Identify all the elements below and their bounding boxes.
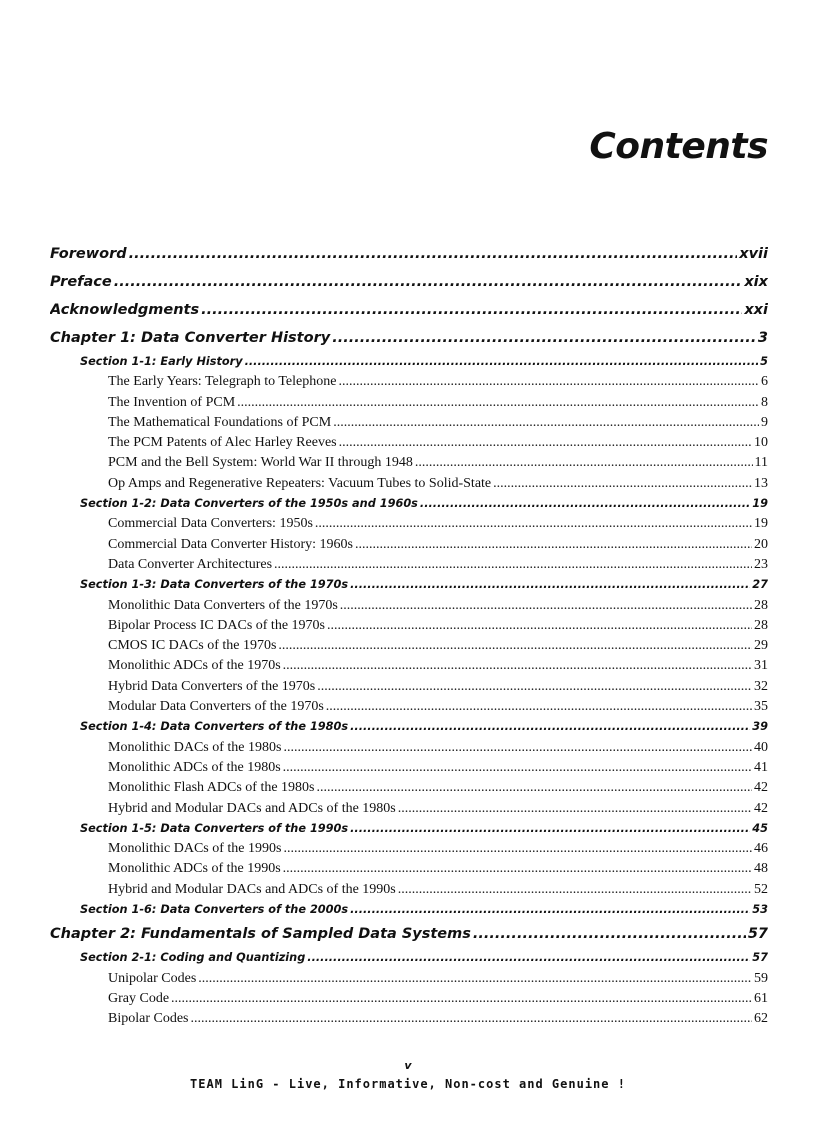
toc-entry[interactable] <box>50 474 768 494</box>
toc-entry-section-2-1[interactable] <box>50 948 768 968</box>
toc-entry[interactable] <box>50 616 768 636</box>
dot-leader <box>191 1009 753 1029</box>
dot-leader <box>198 969 752 989</box>
dot-leader <box>317 778 752 798</box>
toc-entry-title: Acknowledgments <box>50 302 200 318</box>
dot-leader <box>201 296 742 324</box>
toc-entry-title: Chapter 1: Data Converter History <box>50 330 331 346</box>
dot-leader <box>245 352 759 372</box>
toc-entry[interactable] <box>50 413 768 433</box>
toc-entry-page: 31 <box>754 658 768 674</box>
toc-entry-title: Section 1-2: Data Converters of the 1950s and 1960s <box>80 497 418 511</box>
toc-entry-title: Bipolar Codes <box>108 1011 189 1027</box>
dot-leader <box>398 799 752 819</box>
dot-leader <box>283 656 752 676</box>
toc-entry-page: xvii <box>739 246 768 262</box>
toc-entry-page: 3 <box>757 330 768 346</box>
page-title: Contents <box>589 126 768 167</box>
toc-entry-page: xxi <box>744 302 768 318</box>
dot-leader <box>355 535 752 555</box>
toc-entry[interactable] <box>50 989 768 1009</box>
toc-entry-page: 45 <box>752 821 768 835</box>
toc-entry-page: 32 <box>754 678 768 694</box>
toc-entry-title: Chapter 2: Fundamentals of Sampled Data Systems <box>50 926 471 943</box>
dot-leader <box>283 839 752 859</box>
toc-entry-title: Commercial Data Converter History: 1960s <box>108 536 353 552</box>
toc-entry-page: 11 <box>754 455 768 471</box>
toc-entry-title: Data Converter Architectures <box>108 556 273 572</box>
toc-entry-title: Section 1-4: Data Converters of the 1980s <box>80 720 349 734</box>
toc-entry[interactable] <box>50 393 768 413</box>
dot-leader <box>333 413 759 433</box>
toc-entry-title: Monolithic ADCs of the 1990s <box>108 861 281 877</box>
dot-leader <box>350 900 750 920</box>
toc-entry[interactable] <box>50 535 768 555</box>
toc-entry-section-1-6[interactable] <box>50 900 768 920</box>
toc-entry-section-1-3[interactable] <box>50 575 768 595</box>
toc-entry-title: Section 2-1: Coding and Quantizing <box>80 951 306 965</box>
dot-leader <box>340 596 752 616</box>
toc-entry[interactable] <box>50 372 768 392</box>
toc-entry[interactable] <box>50 1009 768 1029</box>
toc-entry-page: 46 <box>754 841 768 857</box>
dot-leader <box>338 372 759 392</box>
toc-entry[interactable] <box>50 656 768 676</box>
dot-leader <box>274 555 752 575</box>
toc-entry-chapter-1[interactable] <box>50 324 768 352</box>
dot-leader <box>237 393 759 413</box>
toc-entry-title: CMOS IC DACs of the 1970s <box>108 638 277 654</box>
toc-entry-chapter-2[interactable] <box>50 920 768 948</box>
toc-entry-title: Section 1-6: Data Converters of the 2000s <box>80 903 349 917</box>
toc-entry-title: The Invention of PCM <box>108 394 236 410</box>
toc-entry-page: 29 <box>754 638 768 654</box>
toc-entry-title: Section 1-3: Data Converters of the 1970s <box>80 578 349 592</box>
toc-entry-title: Monolithic DACs of the 1990s <box>108 841 282 857</box>
toc-entry-title: Hybrid Data Converters of the 1970s <box>108 678 316 694</box>
toc-entry-page: 62 <box>754 1011 768 1027</box>
toc-entry-page: 8 <box>761 394 768 410</box>
toc-entry-title: Section 1-5: Data Converters of the 1990s <box>80 821 349 835</box>
dot-leader <box>350 575 750 595</box>
toc-entry[interactable] <box>50 697 768 717</box>
toc-entry-page: 52 <box>754 881 768 897</box>
toc-entry-page: 48 <box>754 861 768 877</box>
toc-entry[interactable] <box>50 799 768 819</box>
toc-entry[interactable] <box>50 738 768 758</box>
toc-entry-page: 28 <box>754 597 768 613</box>
dot-leader <box>283 738 752 758</box>
toc-entry-title: Foreword <box>50 246 127 262</box>
toc-entry-page: 10 <box>754 435 768 451</box>
dot-leader <box>326 697 752 717</box>
toc-entry-page: xix <box>744 274 768 290</box>
toc-entry-section-1-4[interactable] <box>50 717 768 737</box>
toc-entry[interactable] <box>50 859 768 879</box>
dot-leader <box>129 240 738 268</box>
dot-leader <box>420 494 750 514</box>
toc-entry-preface[interactable] <box>50 268 768 296</box>
toc-entry[interactable] <box>50 758 768 778</box>
toc-entry-page: 42 <box>754 780 768 796</box>
dot-leader <box>283 859 752 879</box>
dot-leader <box>398 880 752 900</box>
toc-entry-title: Modular Data Converters of the 1970s <box>108 699 324 715</box>
toc-entry-title: Monolithic ADCs of the 1980s <box>108 759 281 775</box>
toc-entry-title: Commercial Data Converters: 1950s <box>108 516 313 532</box>
toc-entry[interactable] <box>50 969 768 989</box>
toc-entry[interactable] <box>50 778 768 798</box>
table-of-contents <box>50 240 768 1030</box>
toc-entry-page: 28 <box>754 617 768 633</box>
dot-leader <box>493 474 752 494</box>
toc-entry[interactable] <box>50 677 768 697</box>
toc-entry-page: 57 <box>747 926 768 943</box>
toc-entry-title: Section 1-1: Early History <box>80 355 243 368</box>
dot-leader <box>339 433 752 453</box>
toc-entry[interactable] <box>50 453 768 473</box>
toc-entry-title: The Mathematical Foundations of PCM <box>108 414 332 430</box>
toc-entry-title: PCM and the Bell System: World War II through 1948 <box>108 455 413 471</box>
toc-entry-section-1-2[interactable] <box>50 494 768 514</box>
toc-entry-title: Hybrid and Modular DACs and ADCs of the 1980s <box>108 800 396 816</box>
toc-entry[interactable] <box>50 839 768 859</box>
toc-entry-page: 5 <box>760 355 768 368</box>
dot-leader <box>350 717 750 737</box>
toc-entry-title: The Early Years: Telegraph to Telephone <box>108 374 337 390</box>
dot-leader <box>473 920 746 948</box>
dot-leader <box>278 636 752 656</box>
toc-entry-title: Monolithic Data Converters of the 1970s <box>108 597 338 613</box>
toc-entry-title: Gray Code <box>108 990 170 1006</box>
toc-entry-page: 61 <box>754 990 768 1006</box>
toc-entry-title: Monolithic Flash ADCs of the 1980s <box>108 780 315 796</box>
toc-entry-page: 6 <box>761 374 768 390</box>
footer-tagline: TEAM LinG - Live, Informative, Non-cost and Genuine ! <box>190 1077 626 1091</box>
dot-leader <box>315 514 752 534</box>
toc-entry-title: Hybrid and Modular DACs and ADCs of the 1990s <box>108 881 396 897</box>
toc-entry-title: Op Amps and Regenerative Repeaters: Vacuum Tubes to Solid-State <box>108 475 492 491</box>
dot-leader <box>332 324 756 352</box>
dot-leader <box>317 677 752 697</box>
toc-entry-title: The PCM Patents of Alec Harley Reeves <box>108 435 337 451</box>
toc-entry-page: 41 <box>754 759 768 775</box>
toc-entry-page: 35 <box>754 699 768 715</box>
toc-entry[interactable] <box>50 433 768 453</box>
dot-leader <box>283 758 752 778</box>
toc-entry-page: 40 <box>754 739 768 755</box>
toc-entry-page: 59 <box>754 970 768 986</box>
toc-entry-page: 53 <box>752 903 768 917</box>
dot-leader <box>307 948 750 968</box>
dot-leader <box>114 268 743 296</box>
toc-entry-page: 57 <box>752 951 768 965</box>
toc-entry[interactable] <box>50 636 768 656</box>
toc-entry-page: 19 <box>752 497 768 511</box>
toc-entry[interactable] <box>50 880 768 900</box>
toc-entry-page: 19 <box>754 516 768 532</box>
toc-entry[interactable] <box>50 514 768 534</box>
toc-entry[interactable] <box>50 596 768 616</box>
dot-leader <box>171 989 752 1009</box>
toc-entry-page: 20 <box>754 536 768 552</box>
dot-leader <box>327 616 752 636</box>
toc-entry-title: Preface <box>50 274 112 290</box>
toc-entry-section-1-1[interactable] <box>50 352 768 372</box>
toc-entry-section-1-5[interactable] <box>50 819 768 839</box>
toc-entry-foreword[interactable] <box>50 240 768 268</box>
toc-entry-page: 9 <box>761 414 768 430</box>
toc-entry-page: 13 <box>754 475 768 491</box>
toc-entry-page: 39 <box>752 720 768 734</box>
toc-entry-acknowledgments[interactable] <box>50 296 768 324</box>
toc-entry[interactable] <box>50 555 768 575</box>
toc-entry-page: 27 <box>752 578 768 592</box>
toc-entry-page: 42 <box>754 800 768 816</box>
dot-leader <box>350 819 750 839</box>
toc-entry-title: Bipolar Process IC DACs of the 1970s <box>108 617 325 633</box>
toc-entry-title: Monolithic DACs of the 1980s <box>108 739 282 755</box>
toc-entry-title: Unipolar Codes <box>108 970 197 986</box>
page-number: v <box>404 1059 412 1072</box>
dot-leader <box>415 453 753 473</box>
toc-entry-page: 23 <box>754 556 768 572</box>
toc-entry-title: Monolithic ADCs of the 1970s <box>108 658 281 674</box>
